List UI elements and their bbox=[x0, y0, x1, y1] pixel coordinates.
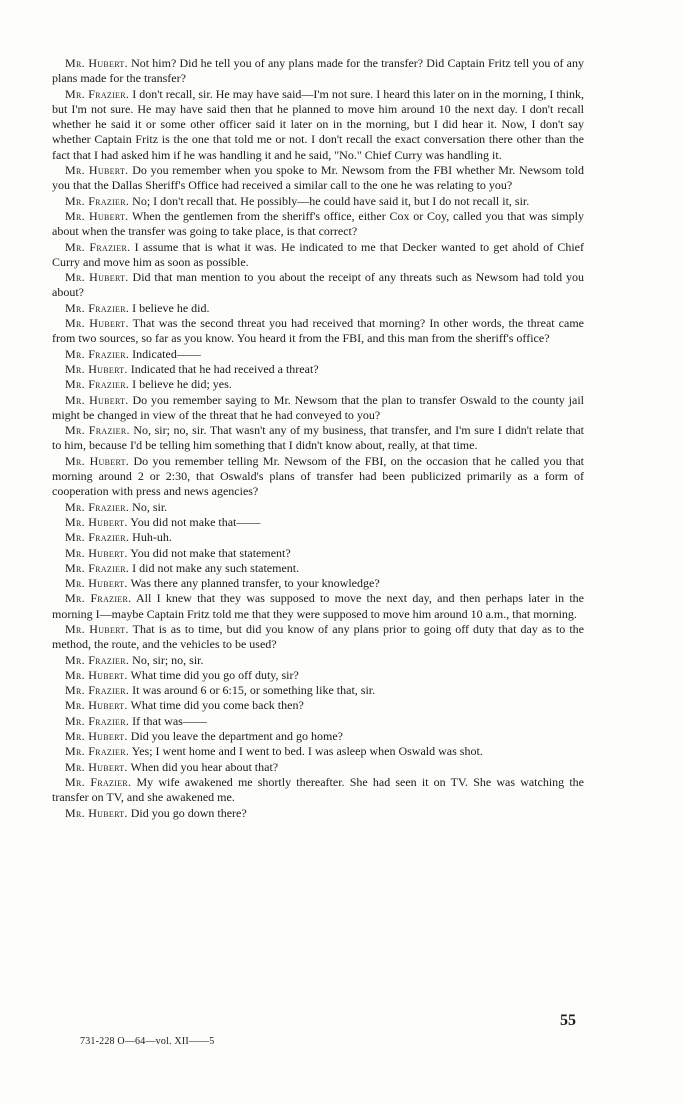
testimony-paragraph bbox=[52, 377, 584, 392]
testimony-paragraph bbox=[52, 301, 584, 316]
speaker-label: Mr. Hubert. bbox=[65, 316, 129, 331]
testimony-paragraph bbox=[52, 760, 584, 775]
speaker-label: Mr. Hubert. bbox=[65, 453, 130, 468]
speaker-label: Mr. Hubert. bbox=[65, 759, 128, 774]
testimony-paragraph bbox=[52, 194, 584, 209]
speech-text: When the gentlemen from the sheriff's office, either Cox or Coy, called you that was simply about when the transfer was going to take place, is that correct? bbox=[52, 208, 584, 239]
speech-text: Did that man mention to you about the receipt of any threats such as Newsom had told you about? bbox=[52, 270, 585, 300]
testimony-paragraph bbox=[52, 546, 584, 561]
speaker-label: Mr. Frazier. bbox=[65, 744, 130, 759]
speech-text: I don't recall, sir. He may have said—I'm not sure. I heard this later on in the morning, I think, but I'm not sure. He may have said then that he planned to move him around 10 the next day. I don't recall whether he said it or some other officer said it later on in the morning, but I did hear it. Now, I don't say whether Captain Fritz is the one that told me or not. I don't recall the exact conversation there other than the fact that I had asked him if he was handling it and he said, "No." Chief Curry was handling it. bbox=[52, 86, 585, 162]
speech-text: I did not make any such statement. bbox=[132, 560, 300, 575]
speech-text: You did not make that statement? bbox=[130, 545, 291, 560]
testimony-paragraph bbox=[52, 270, 584, 301]
speech-text: That was the second threat you had received that morning? In other words, the threat came from two sources, so far as you know. You heard it from the FBI, and this man from the sheriff's office? bbox=[52, 316, 584, 346]
speaker-label: Mr. Hubert. bbox=[65, 514, 128, 529]
speech-text: My wife awakened me shortly thereafter. She had seen it on TV. She was watching the transfer on TV, and she awakened me. bbox=[52, 774, 584, 805]
speaker-label: Mr. Frazier. bbox=[65, 423, 130, 438]
testimony-paragraph bbox=[52, 163, 584, 194]
speech-text: I believe he did; yes. bbox=[132, 377, 232, 392]
speaker-label: Mr. Hubert. bbox=[65, 56, 128, 70]
testimony-paragraph bbox=[52, 744, 584, 759]
speaker-label: Mr. Hubert. bbox=[65, 545, 128, 560]
testimony-paragraph bbox=[52, 806, 584, 821]
page-number: 55 bbox=[560, 1012, 576, 1029]
testimony-paragraph bbox=[52, 423, 584, 454]
speech-text: No, sir. bbox=[132, 499, 168, 514]
speaker-label: Mr. Frazier. bbox=[65, 683, 130, 698]
speaker-label: Mr. Hubert. bbox=[65, 361, 128, 376]
testimony-paragraph bbox=[52, 316, 584, 347]
speech-text: If that was—— bbox=[132, 713, 207, 728]
speech-text: Did you leave the department and go home? bbox=[130, 729, 343, 744]
speaker-label: Mr. Frazier. bbox=[65, 530, 130, 545]
speaker-label: Mr. Frazier. bbox=[65, 652, 130, 667]
testimony-paragraph bbox=[52, 591, 584, 622]
speech-text: It was around 6 or 6:15, or something like that, sir. bbox=[132, 683, 376, 698]
testimony-paragraph bbox=[52, 698, 584, 713]
testimony-paragraph bbox=[52, 515, 584, 530]
testimony-paragraph bbox=[52, 56, 584, 87]
testimony-paragraph bbox=[52, 775, 584, 806]
speaker-label: Mr. Frazier. bbox=[65, 499, 130, 514]
testimony-paragraph bbox=[52, 683, 584, 698]
testimony-paragraph bbox=[52, 714, 584, 729]
speech-text: Huh-uh. bbox=[132, 530, 172, 545]
speech-text: Do you remember telling Mr. Newsom of the FBI, on the occasion that he called you that morning around 2 or 2:30, that Oswald's plans of transfer had been publicized primarily as a form of cooperation with press and news agencies? bbox=[52, 453, 584, 499]
speaker-label: Mr. Hubert. bbox=[65, 805, 128, 820]
speech-text: No, sir; no, sir. bbox=[132, 652, 204, 667]
testimony-paragraph bbox=[52, 668, 584, 683]
speech-text: Did you go down there? bbox=[130, 805, 247, 820]
testimony-paragraph bbox=[52, 454, 584, 500]
testimony-paragraph bbox=[52, 240, 584, 271]
speech-text: All I knew that they was supposed to move the next day, and then perhaps later in the morning I—maybe Captain Fritz told me that they were supposed to move him around 10 a.m., that morning. bbox=[52, 591, 585, 621]
speech-text: No; I don't recall that. He possibly—he could have said it, but I do not recall it, sir. bbox=[132, 193, 530, 208]
speech-text: No, sir; no, sir. That wasn't any of my business, that transfer, and I'm sure I didn't relate that to him, because I'd be telling him something that I didn't know about, really, at that time. bbox=[52, 423, 585, 453]
speaker-label: Mr. Frazier. bbox=[65, 713, 130, 728]
speech-text: Was there any planned transfer, to your knowledge? bbox=[130, 576, 380, 591]
speaker-label: Mr. Hubert. bbox=[65, 392, 129, 407]
testimony-body bbox=[52, 56, 584, 821]
testimony-paragraph bbox=[52, 653, 584, 668]
testimony-paragraph bbox=[52, 393, 584, 424]
speaker-label: Mr. Frazier. bbox=[65, 560, 130, 575]
speech-text: What time did you come back then? bbox=[130, 698, 304, 713]
speech-text: Indicated—— bbox=[132, 346, 201, 361]
speaker-label: Mr. Frazier. bbox=[65, 86, 130, 101]
speech-text: I believe he did. bbox=[132, 300, 210, 315]
speech-text: What time did you go off duty, sir? bbox=[130, 667, 299, 682]
speech-text: You did not make that—— bbox=[130, 514, 261, 529]
print-code: 731-228 O—64—vol. XII——5 bbox=[80, 1036, 215, 1047]
speaker-label: Mr. Hubert. bbox=[65, 208, 129, 223]
testimony-paragraph bbox=[52, 87, 584, 163]
speaker-label: Mr. Hubert. bbox=[65, 270, 129, 285]
speech-text: Do you remember when you spoke to Mr. Newsom from the FBI whether Mr. Newsom told you that the Dallas Sheriff's Office had received a similar call to the one he was relating to you? bbox=[52, 163, 585, 193]
speech-text: Yes; I went home and I went to bed. I was asleep when Oswald was shot. bbox=[131, 744, 483, 759]
testimony-paragraph bbox=[52, 530, 584, 545]
speaker-label: Mr. Frazier. bbox=[65, 774, 132, 789]
testimony-paragraph bbox=[52, 622, 584, 653]
speaker-label: Mr. Hubert. bbox=[65, 621, 129, 636]
speaker-label: Mr. Hubert. bbox=[65, 729, 128, 744]
speech-text: Indicated that he had received a threat? bbox=[130, 361, 319, 376]
speech-text: I assume that is what it was. He indicated to me that Decker wanted to get ahold of Chief Curry and move him as soon as possible. bbox=[52, 239, 585, 269]
speaker-label: Mr. Frazier. bbox=[65, 591, 132, 606]
speaker-label: Mr. Frazier. bbox=[65, 377, 130, 392]
testimony-paragraph bbox=[52, 729, 584, 744]
speaker-label: Mr. Hubert. bbox=[65, 667, 128, 682]
speaker-label: Mr. Frazier. bbox=[65, 300, 130, 315]
speaker-label: Mr. Frazier. bbox=[65, 346, 130, 361]
speech-text: That is as to time, but did you know of any plans prior to going off duty that day as to the method, the route, and the vehicles to be used? bbox=[52, 621, 584, 652]
speech-text: When did you hear about that? bbox=[130, 759, 279, 774]
testimony-paragraph bbox=[52, 362, 584, 377]
speaker-label: Mr. Hubert. bbox=[65, 698, 128, 713]
testimony-paragraph bbox=[52, 209, 584, 240]
speaker-label: Mr. Hubert. bbox=[65, 163, 129, 178]
speaker-label: Mr. Frazier. bbox=[65, 239, 131, 254]
speech-text: Do you remember saying to Mr. Newsom that the plan to transfer Oswald to the county jail might be changed in view of the threat that he had conveyed to you? bbox=[52, 392, 584, 422]
testimony-paragraph bbox=[52, 576, 584, 591]
testimony-paragraph bbox=[52, 347, 584, 362]
speaker-label: Mr. Hubert. bbox=[65, 576, 128, 591]
speaker-label: Mr. Frazier. bbox=[65, 193, 130, 208]
speech-text: Not him? Did he tell you of any plans made for the transfer? Did Captain Fritz tell you of any plans made for the transfer? bbox=[52, 56, 585, 86]
testimony-paragraph bbox=[52, 500, 584, 515]
testimony-paragraph bbox=[52, 561, 584, 576]
